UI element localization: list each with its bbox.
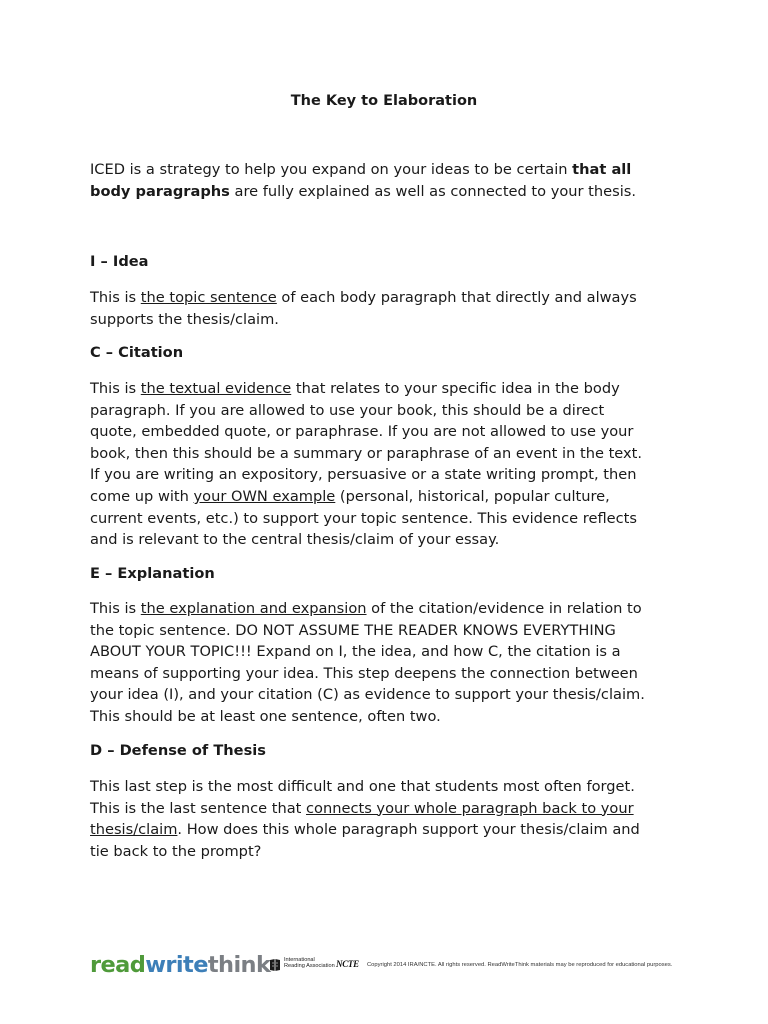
explanation-text: This is xyxy=(90,600,141,617)
ira-logo-icon xyxy=(269,958,281,972)
idea-heading: I – Idea xyxy=(90,253,149,270)
defense-text: . How does this whole paragraph support your thesis/claim and xyxy=(177,821,640,839)
intro-bold-text: body paragraphs xyxy=(90,182,230,200)
readwritethink-logo xyxy=(90,952,270,978)
defense-underlined-text: thesis/claim xyxy=(90,821,178,839)
copyright-text: Copyright 2014 IRA/NCTE. All rights reserved. ReadWriteThink materials may be reproduced for educational purposes. xyxy=(367,962,673,968)
intro-text: ICED is a strategy to help you expand on your ideas to be certain xyxy=(90,161,573,178)
explanation-heading: E – Explanation xyxy=(90,565,215,582)
explanation-line-5: your idea (I), and your citation (C) as evidence to support your thesis/claim. xyxy=(90,686,645,704)
intro-text: are fully explained as well as connected to your thesis. xyxy=(229,182,637,200)
defense-line-3 xyxy=(90,819,690,841)
defense-underlined-text: connects your whole paragraph back to your xyxy=(306,799,634,817)
citation-line-5: If you are writing an expository, persuasive or a state writing prompt, then xyxy=(90,466,637,484)
defense-line-2 xyxy=(90,798,690,820)
explanation-underlined-text: the explanation and expansion xyxy=(140,600,367,617)
citation-line-4: book, then this should be a summary or paraphrase of an event in the text. xyxy=(90,444,643,462)
ncte-logo: NCTE xyxy=(336,959,359,969)
citation-line-1 xyxy=(90,378,690,400)
defense-heading: D – Defense of Thesis xyxy=(90,742,266,759)
idea-paragraph xyxy=(90,287,690,330)
citation-text: that relates to your specific idea in the body xyxy=(291,380,620,397)
ira-line-2: Reading Association xyxy=(284,963,335,970)
defense-line-1: This last step is the most difficult and one that students most often forget. xyxy=(90,778,635,795)
idea-line-2: supports the thesis/claim. xyxy=(90,310,279,328)
explanation-line-3: ABOUT YOUR TOPIC!!! Expand on I, the idea, and how C, the citation is a xyxy=(90,643,621,661)
citation-text: come up with xyxy=(90,487,194,505)
citation-underlined-text: your OWN example xyxy=(193,487,336,505)
citation-line-8: and is relevant to the central thesis/claim of your essay. xyxy=(90,531,500,549)
logo-write: write xyxy=(145,952,208,978)
explanation-text: of the citation/evidence in relation to xyxy=(366,600,642,617)
citation-text: (personal, historical, popular culture, xyxy=(335,487,610,505)
defense-line-4: tie back to the prompt? xyxy=(90,842,262,860)
explanation-line-4: means of supporting your idea. This step deepens the connection between xyxy=(90,664,638,682)
ira-line-1: International xyxy=(284,957,315,963)
citation-text: This is xyxy=(90,380,141,397)
idea-underlined-text: the topic sentence xyxy=(140,289,277,306)
defense-paragraph xyxy=(90,776,690,862)
citation-heading: C – Citation xyxy=(90,344,184,361)
intro-paragraph xyxy=(90,159,690,202)
logo-read: read xyxy=(90,952,146,978)
idea-line-1 xyxy=(90,287,690,309)
citation-line-3: quote, embedded quote, or paraphrase. If you are not allowed to use your xyxy=(90,423,634,441)
ira-logo-text xyxy=(284,957,335,969)
idea-text: of each body paragraph that directly and always xyxy=(276,289,637,306)
explanation-line-2: the topic sentence. DO NOT ASSUME THE READER KNOWS EVERYTHING xyxy=(90,621,616,639)
footer xyxy=(90,948,690,988)
idea-text: This is xyxy=(90,289,141,306)
citation-line-7: current events, etc.) to support your topic sentence. This evidence reflects xyxy=(90,509,637,527)
intro-line-1 xyxy=(90,159,690,181)
intro-line-2 xyxy=(90,181,690,203)
citation-paragraph xyxy=(90,378,690,551)
citation-line-6 xyxy=(90,486,690,508)
citation-underlined-text: the textual evidence xyxy=(140,380,292,397)
document-title: The Key to Elaboration xyxy=(290,93,478,109)
explanation-paragraph xyxy=(90,598,690,728)
intro-bold-text: that all xyxy=(572,161,632,178)
defense-text: This is the last sentence that xyxy=(90,799,307,817)
logo-think: think xyxy=(207,952,271,978)
explanation-line-1 xyxy=(90,598,690,620)
explanation-line-6: This should be at least one sentence, often two. xyxy=(90,707,441,725)
citation-line-2: paragraph. If you are allowed to use your book, this should be a direct xyxy=(90,401,605,419)
